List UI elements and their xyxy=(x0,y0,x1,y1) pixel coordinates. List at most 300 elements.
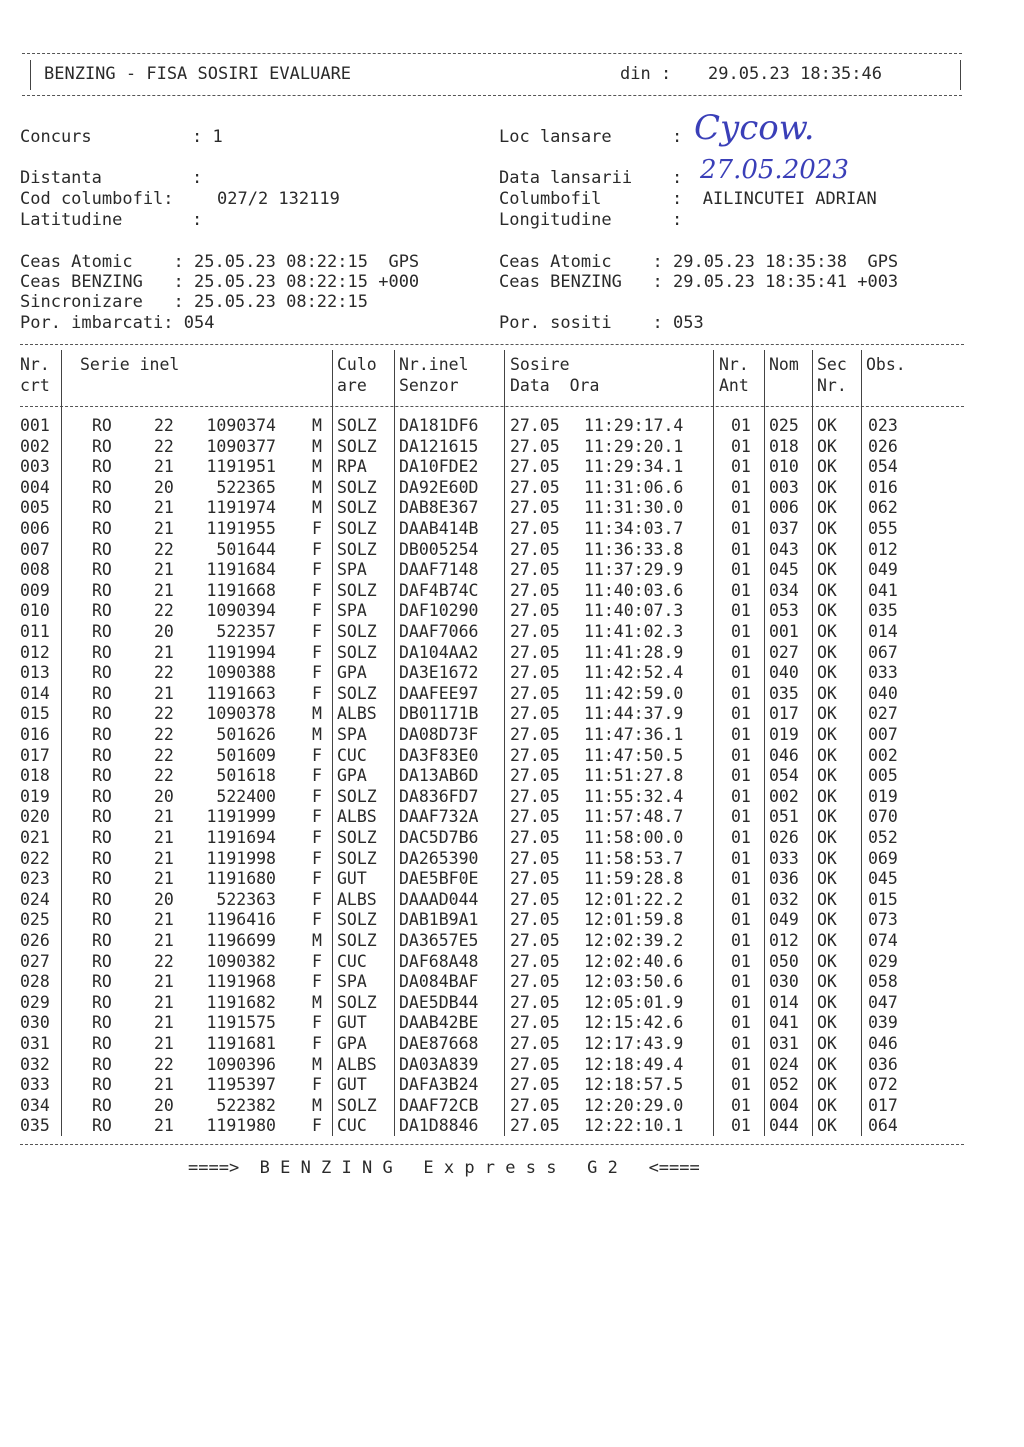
row-nom: 034 xyxy=(769,580,799,600)
row-arrival-time: 11:41:02.3 xyxy=(584,622,684,641)
row-nom: 051 xyxy=(769,807,799,827)
row-sec: OK xyxy=(817,642,837,662)
row-sensor: DAAFEE97 xyxy=(399,683,479,703)
row-color: CUC xyxy=(337,745,367,765)
row-obs: 067 xyxy=(868,642,898,662)
row-nr-ant: 01 xyxy=(731,416,751,435)
row-ring-number: 1090378 xyxy=(206,704,276,724)
row-color: ALBS xyxy=(337,704,377,724)
row-sensor: DAE5DB44 xyxy=(399,992,479,1012)
row-sec: OK xyxy=(817,869,837,889)
row-sensor: DA3657E5 xyxy=(399,931,479,950)
row-arrival-time: 11:47:36.1 xyxy=(584,725,684,744)
row-sensor: DAAAD044 xyxy=(399,889,479,909)
row-arrival-date: 27.05 xyxy=(510,766,560,786)
row-sex: M xyxy=(312,725,322,744)
row-sec: OK xyxy=(817,416,837,435)
row-sex: F xyxy=(312,1013,322,1033)
col-sec-header-1: Sec xyxy=(817,355,847,374)
row-nr-ant: 01 xyxy=(731,457,751,477)
row-nr-ant: 01 xyxy=(731,889,751,909)
row-sec: OK xyxy=(817,992,837,1012)
row-arrival-date: 27.05 xyxy=(510,807,560,827)
row-obs: 055 xyxy=(868,519,898,538)
row-nom: 032 xyxy=(769,889,799,909)
row-color: SOLZ xyxy=(337,683,377,703)
row-arrival-date: 27.05 xyxy=(510,663,560,683)
row-color: SPA xyxy=(337,560,367,580)
row-ring-number: 1191663 xyxy=(206,683,276,703)
row-sensor: DAAF732A xyxy=(399,807,479,827)
cod-columbofil-label: Cod columbofil: xyxy=(20,189,174,209)
row-nr-ant: 01 xyxy=(731,498,751,518)
row-arrival-time: 11:51:27.8 xyxy=(584,766,684,786)
row-obs: 023 xyxy=(868,416,898,435)
row-arrival-date: 27.05 xyxy=(510,1054,560,1074)
row-nr: 007 xyxy=(20,539,50,559)
row-nom: 014 xyxy=(769,992,799,1012)
row-color: GPA xyxy=(337,766,367,786)
row-obs: 012 xyxy=(868,539,898,559)
row-year: 22 xyxy=(154,436,174,456)
row-year: 20 xyxy=(154,622,174,641)
col-sep-1 xyxy=(61,350,62,1136)
row-sec: OK xyxy=(817,477,837,497)
row-sex: M xyxy=(312,992,322,1012)
row-arrival-time: 11:34:03.7 xyxy=(584,519,684,538)
row-nom: 006 xyxy=(769,498,799,518)
row-sec: OK xyxy=(817,910,837,930)
row-obs: 054 xyxy=(868,457,898,477)
row-arrival-time: 12:17:43.9 xyxy=(584,1034,684,1053)
row-sensor: DA181DF6 xyxy=(399,416,479,435)
row-sec: OK xyxy=(817,539,837,559)
row-arrival-date: 27.05 xyxy=(510,539,560,559)
row-color: SPA xyxy=(337,601,367,621)
row-obs: 070 xyxy=(868,807,898,827)
row-arrival-time: 12:22:10.1 xyxy=(584,1116,684,1136)
row-year: 21 xyxy=(154,1013,174,1033)
row-arrival-date: 27.05 xyxy=(510,972,560,992)
row-nr: 016 xyxy=(20,725,50,744)
row-ring-number: 1191681 xyxy=(206,1034,276,1053)
row-obs: 019 xyxy=(868,786,898,806)
row-sensor: DB005254 xyxy=(399,539,479,559)
row-country: RO xyxy=(92,931,112,950)
concurs-value: : 1 xyxy=(192,127,223,147)
row-sensor: DB01171B xyxy=(399,704,479,724)
row-arrival-time: 11:29:17.4 xyxy=(584,416,684,435)
row-nr: 011 xyxy=(20,622,50,641)
row-arrival-time: 11:42:59.0 xyxy=(584,683,684,703)
row-arrival-date: 27.05 xyxy=(510,457,560,477)
row-year: 21 xyxy=(154,560,174,580)
row-arrival-time: 12:01:22.2 xyxy=(584,889,684,909)
row-nom: 002 xyxy=(769,786,799,806)
row-country: RO xyxy=(92,725,112,744)
row-arrival-time: 11:40:07.3 xyxy=(584,601,684,621)
row-ring-number: 1090374 xyxy=(206,416,276,435)
footer-brand: ====> B E N Z I N G E x p r e s s G 2 <==== xyxy=(188,1158,700,1178)
row-arrival-time: 12:03:50.6 xyxy=(584,972,684,992)
table-top-rule xyxy=(20,344,964,345)
row-sex: F xyxy=(312,539,322,559)
row-sensor: DA13AB6D xyxy=(399,766,479,786)
row-country: RO xyxy=(92,663,112,683)
row-obs: 027 xyxy=(868,704,898,724)
row-country: RO xyxy=(92,498,112,518)
row-country: RO xyxy=(92,1075,112,1095)
row-arrival-date: 27.05 xyxy=(510,1095,560,1115)
row-sex: F xyxy=(312,519,322,538)
row-sec: OK xyxy=(817,622,837,641)
row-obs: 029 xyxy=(868,951,898,971)
row-nom: 019 xyxy=(769,725,799,744)
row-country: RO xyxy=(92,642,112,662)
row-sex: F xyxy=(312,580,322,600)
row-arrival-time: 11:58:53.7 xyxy=(584,848,684,868)
row-arrival-time: 11:58:00.0 xyxy=(584,828,684,847)
row-color: CUC xyxy=(337,951,367,971)
row-nr: 033 xyxy=(20,1075,50,1095)
row-ring-number: 522382 xyxy=(216,1095,276,1115)
row-sec: OK xyxy=(817,580,837,600)
row-sex: M xyxy=(312,477,322,497)
row-nr: 035 xyxy=(20,1116,50,1136)
col-nr-header-2: crt xyxy=(20,376,50,395)
row-nom: 031 xyxy=(769,1034,799,1053)
row-ring-number: 1191999 xyxy=(206,807,276,827)
row-ring-number: 522363 xyxy=(216,889,276,909)
row-year: 22 xyxy=(154,416,174,435)
row-sex: M xyxy=(312,436,322,456)
row-nr-ant: 01 xyxy=(731,477,751,497)
row-nom: 037 xyxy=(769,519,799,538)
row-color: SOLZ xyxy=(337,828,377,847)
row-nom: 024 xyxy=(769,1054,799,1074)
row-sensor: DAFA3B24 xyxy=(399,1075,479,1095)
row-sex: F xyxy=(312,642,322,662)
row-nr: 022 xyxy=(20,848,50,868)
row-nr-ant: 01 xyxy=(731,807,751,827)
row-obs: 049 xyxy=(868,560,898,580)
row-arrival-date: 27.05 xyxy=(510,910,560,930)
row-color: GUT xyxy=(337,1013,367,1033)
col-culoare-header-1: Culo xyxy=(337,355,377,374)
row-ring-number: 1191575 xyxy=(206,1013,276,1033)
data-lansarii-handwritten: 27.05.2023 xyxy=(700,155,849,185)
row-sec: OK xyxy=(817,889,837,909)
row-obs: 045 xyxy=(868,869,898,889)
row-year: 21 xyxy=(154,972,174,992)
row-country: RO xyxy=(92,745,112,765)
row-arrival-date: 27.05 xyxy=(510,1075,560,1095)
row-country: RO xyxy=(92,786,112,806)
row-sec: OK xyxy=(817,745,837,765)
row-sec: OK xyxy=(817,807,837,827)
row-year: 20 xyxy=(154,1095,174,1115)
row-nom: 035 xyxy=(769,683,799,703)
row-arrival-time: 11:37:29.9 xyxy=(584,560,684,580)
row-sec: OK xyxy=(817,601,837,621)
row-color: SPA xyxy=(337,972,367,992)
row-sex: F xyxy=(312,683,322,703)
col-sep-5 xyxy=(713,350,714,1136)
row-country: RO xyxy=(92,601,112,621)
row-nr: 013 xyxy=(20,663,50,683)
row-arrival-time: 11:31:06.6 xyxy=(584,477,684,497)
row-nr: 027 xyxy=(20,951,50,971)
row-nom: 003 xyxy=(769,477,799,497)
col-sep-4 xyxy=(504,350,505,1136)
row-ring-number: 1090394 xyxy=(206,601,276,621)
col-sep-2 xyxy=(332,350,333,1136)
row-obs: 069 xyxy=(868,848,898,868)
row-color: GUT xyxy=(337,869,367,889)
row-color: RPA xyxy=(337,457,367,477)
row-year: 22 xyxy=(154,951,174,971)
row-ring-number: 1195397 xyxy=(206,1075,276,1095)
row-ring-number: 1191980 xyxy=(206,1116,276,1136)
row-arrival-time: 11:41:28.9 xyxy=(584,642,684,662)
row-obs: 052 xyxy=(868,828,898,847)
row-country: RO xyxy=(92,766,112,786)
col-sep-7 xyxy=(812,350,813,1136)
row-sex: M xyxy=(312,1095,322,1115)
row-color: SOLZ xyxy=(337,539,377,559)
row-year: 20 xyxy=(154,786,174,806)
row-sensor: DAE5BF0E xyxy=(399,869,479,889)
row-year: 21 xyxy=(154,457,174,477)
row-nr: 017 xyxy=(20,745,50,765)
row-country: RO xyxy=(92,951,112,971)
row-country: RO xyxy=(92,580,112,600)
row-arrival-date: 27.05 xyxy=(510,498,560,518)
row-sec: OK xyxy=(817,951,837,971)
row-nr-ant: 01 xyxy=(731,1075,751,1095)
row-nr: 006 xyxy=(20,519,50,538)
row-year: 21 xyxy=(154,992,174,1012)
col-nrant-header-1: Nr. xyxy=(719,355,749,374)
row-nr: 023 xyxy=(20,869,50,889)
row-ring-number: 1090388 xyxy=(206,663,276,683)
row-nr: 025 xyxy=(20,910,50,930)
row-year: 22 xyxy=(154,1054,174,1074)
row-arrival-time: 11:29:34.1 xyxy=(584,457,684,477)
row-obs: 033 xyxy=(868,663,898,683)
header-top-rule xyxy=(22,53,962,54)
row-color: SOLZ xyxy=(337,436,377,456)
row-country: RO xyxy=(92,869,112,889)
row-arrival-time: 12:05:01.9 xyxy=(584,992,684,1012)
row-arrival-time: 12:15:42.6 xyxy=(584,1013,684,1033)
row-color: SOLZ xyxy=(337,416,377,435)
row-sex: F xyxy=(312,807,322,827)
row-arrival-date: 27.05 xyxy=(510,889,560,909)
row-year: 21 xyxy=(154,1075,174,1095)
row-nr: 034 xyxy=(20,1095,50,1115)
row-sensor: DA265390 xyxy=(399,848,479,868)
row-arrival-date: 27.05 xyxy=(510,560,560,580)
row-nr: 026 xyxy=(20,931,50,950)
row-year: 21 xyxy=(154,931,174,950)
row-nr: 019 xyxy=(20,786,50,806)
row-obs: 058 xyxy=(868,972,898,992)
row-year: 22 xyxy=(154,725,174,744)
row-sec: OK xyxy=(817,972,837,992)
row-arrival-time: 11:57:48.7 xyxy=(584,807,684,827)
row-sex: M xyxy=(312,931,322,950)
row-year: 21 xyxy=(154,642,174,662)
row-year: 22 xyxy=(154,601,174,621)
row-color: SOLZ xyxy=(337,786,377,806)
row-sec: OK xyxy=(817,519,837,538)
row-sec: OK xyxy=(817,663,837,683)
data-lansarii-label: Data lansarii xyxy=(499,168,633,188)
row-nom: 041 xyxy=(769,1013,799,1033)
row-nom: 012 xyxy=(769,931,799,950)
row-sensor: DAAF7148 xyxy=(399,560,479,580)
row-nr-ant: 01 xyxy=(731,972,751,992)
row-obs: 074 xyxy=(868,931,898,950)
row-sec: OK xyxy=(817,786,837,806)
latitudine-label: Latitudine xyxy=(20,210,123,230)
row-nr-ant: 01 xyxy=(731,519,751,538)
row-country: RO xyxy=(92,436,112,456)
row-color: SPA xyxy=(337,725,367,744)
row-ring-number: 1191694 xyxy=(206,828,276,847)
row-ring-number: 522357 xyxy=(216,622,276,641)
row-arrival-date: 27.05 xyxy=(510,1116,560,1136)
row-nr-ant: 01 xyxy=(731,622,751,641)
row-nom: 017 xyxy=(769,704,799,724)
row-year: 21 xyxy=(154,498,174,518)
loc-lansare-sep: : xyxy=(672,127,683,147)
row-nr-ant: 01 xyxy=(731,910,751,930)
row-sensor: DAAB414B xyxy=(399,519,479,538)
row-sex: M xyxy=(312,416,322,435)
row-obs: 036 xyxy=(868,1054,898,1074)
row-nom: 033 xyxy=(769,848,799,868)
row-sec: OK xyxy=(817,704,837,724)
row-arrival-date: 27.05 xyxy=(510,704,560,724)
row-color: ALBS xyxy=(337,889,377,909)
row-nr-ant: 01 xyxy=(731,560,751,580)
row-sex: M xyxy=(312,1054,322,1074)
row-ring-number: 1191968 xyxy=(206,972,276,992)
row-nr: 020 xyxy=(20,807,50,827)
row-year: 22 xyxy=(154,704,174,724)
row-nr-ant: 01 xyxy=(731,786,751,806)
row-country: RO xyxy=(92,1054,112,1074)
row-obs: 007 xyxy=(868,725,898,744)
col-nr-header-1: Nr. xyxy=(20,355,50,374)
longitudine-label: Longitudine xyxy=(499,210,612,230)
row-ring-number: 1191955 xyxy=(206,519,276,538)
row-obs: 064 xyxy=(868,1116,898,1136)
row-country: RO xyxy=(92,972,112,992)
row-nom: 027 xyxy=(769,642,799,662)
row-sex: F xyxy=(312,601,322,621)
columbofil-value: : AILINCUTEI ADRIAN xyxy=(672,189,877,209)
row-obs: 014 xyxy=(868,622,898,641)
row-obs: 026 xyxy=(868,436,898,456)
header-left-border xyxy=(30,60,31,90)
row-country: RO xyxy=(92,1034,112,1053)
porumbei-imbarcati: Por. imbarcati: 054 xyxy=(20,313,215,333)
row-sex: F xyxy=(312,1116,322,1136)
row-nom: 053 xyxy=(769,601,799,621)
row-arrival-date: 27.05 xyxy=(510,683,560,703)
row-nom: 004 xyxy=(769,1095,799,1115)
row-ring-number: 501609 xyxy=(216,745,276,765)
row-year: 21 xyxy=(154,519,174,538)
data-lansarii-sep: : xyxy=(672,168,683,188)
table-header-rule xyxy=(20,406,964,407)
row-nr-ant: 01 xyxy=(731,601,751,621)
row-nr-ant: 01 xyxy=(731,725,751,744)
row-arrival-date: 27.05 xyxy=(510,601,560,621)
row-nom: 045 xyxy=(769,560,799,580)
row-color: SOLZ xyxy=(337,477,377,497)
row-arrival-time: 11:47:50.5 xyxy=(584,745,684,765)
row-sex: F xyxy=(312,786,322,806)
row-sec: OK xyxy=(817,1054,837,1074)
row-year: 21 xyxy=(154,869,174,889)
row-obs: 035 xyxy=(868,601,898,621)
row-nr-ant: 01 xyxy=(731,663,751,683)
row-color: CUC xyxy=(337,1116,367,1136)
row-sec: OK xyxy=(817,436,837,456)
row-nr-ant: 01 xyxy=(731,869,751,889)
row-color: SOLZ xyxy=(337,622,377,641)
row-nr: 031 xyxy=(20,1034,50,1053)
row-nr: 004 xyxy=(20,477,50,497)
report-date-label: din : xyxy=(620,64,672,84)
row-year: 21 xyxy=(154,828,174,847)
row-ring-number: 1090382 xyxy=(206,951,276,971)
row-country: RO xyxy=(92,1013,112,1033)
row-nom: 025 xyxy=(769,416,799,435)
row-year: 21 xyxy=(154,848,174,868)
row-arrival-time: 11:42:52.4 xyxy=(584,663,684,683)
row-sec: OK xyxy=(817,457,837,477)
col-sosire-header-1: Sosire xyxy=(510,355,570,374)
row-country: RO xyxy=(92,828,112,847)
columbofil-label: Columbofil xyxy=(499,189,602,209)
ceas-benzing-end: Ceas BENZING : 29.05.23 18:35:41 +003 xyxy=(499,272,899,292)
row-color: GUT xyxy=(337,1075,367,1095)
row-obs: 040 xyxy=(868,683,898,703)
row-color: SOLZ xyxy=(337,931,377,950)
row-year: 21 xyxy=(154,580,174,600)
row-nom: 046 xyxy=(769,745,799,765)
distanta-label: Distanta xyxy=(20,168,102,188)
row-nr: 002 xyxy=(20,436,50,456)
row-country: RO xyxy=(92,416,112,435)
row-sex: F xyxy=(312,972,322,992)
row-ring-number: 501644 xyxy=(216,539,276,559)
row-nr: 010 xyxy=(20,601,50,621)
row-ring-number: 1191682 xyxy=(206,992,276,1012)
row-sensor: DA10FDE2 xyxy=(399,457,479,477)
row-arrival-date: 27.05 xyxy=(510,931,560,950)
row-sensor: DAE87668 xyxy=(399,1034,479,1053)
row-sec: OK xyxy=(817,828,837,847)
row-country: RO xyxy=(92,889,112,909)
row-nr: 001 xyxy=(20,416,50,435)
row-nr-ant: 01 xyxy=(731,1095,751,1115)
